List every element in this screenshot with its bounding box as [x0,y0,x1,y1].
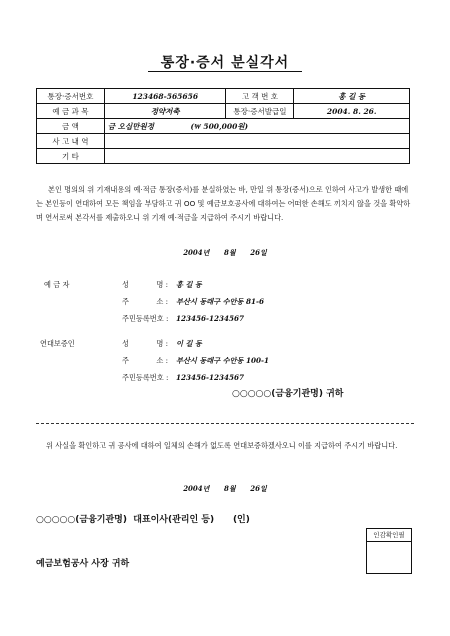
other-value [104,149,409,164]
deposit-type-value: 정약저축 [104,104,226,119]
table-row [37,149,410,164]
guarantor-address: 부산시 동래구 수안동 100-1 [176,356,269,365]
deposit-type-label: 예 금 과 목 [37,104,105,119]
incident-details-value [104,134,409,149]
incident-details-label: 사 고 내 역 [37,134,105,149]
issue-date-label: 통장·증서발급일 [226,104,294,119]
document-title: 통장·증서 분실각서 [160,55,290,71]
table-row [37,104,410,119]
seal-confirmation-box [366,528,412,574]
financial-institution-addressee: ○○○○○(금융기관명) 귀하 [232,389,344,399]
table-row [37,119,410,134]
account-number-label: 통장·증서번호 [37,89,105,104]
kdic-addressee: 예금보험공사 사장 귀하 [36,559,130,569]
seal-confirmation-label: 인감확인필 [367,529,411,542]
divider [36,423,414,424]
depositor-address-label: 주 소 : [122,297,169,306]
representative-signature-line: ○○○○○(금융기관명) 대표이사(관리인 등) (인) [36,515,250,525]
statement-date: 2004년 8월 26일 [183,248,267,257]
customer-number-value: 홍 길 동 [294,89,410,104]
table-row [37,134,410,149]
confirmation-date: 2004년 8월 26일 [183,484,267,493]
title-underline [148,71,302,72]
depositor-name: 홍 길 동 [176,280,202,289]
depositor-address: 부산시 동래구 수안동 81-6 [176,297,264,306]
account-number-value: 123468-565656 [104,89,226,104]
guarantor-name-label: 성 명 : [122,339,169,348]
amount-value: 금 오십만원정 (₩ 500,000원) [104,119,409,134]
guarantor-address-label: 주 소 : [122,356,169,365]
amount-label: 금 액 [37,119,105,134]
depositor-rrn-label: 주민등록번호 : [122,314,169,323]
depositor-heading: 예 금 자 [44,280,70,289]
table-row [37,89,410,104]
depositor-name-label: 성 명 : [122,280,169,289]
guarantor-rrn-label: 주민등록번호 : [122,373,169,382]
guarantor-heading: 연대보증인 [40,339,75,348]
account-info-table [36,88,410,164]
issue-date-value: 2004. 8. 26. [294,104,410,119]
guarantor-name: 이 길 동 [176,339,202,348]
statement-paragraph: 본인 명의의 위 기재내용의 예·적금 통장(증서)를 분실하였는 바, 만일 위 통장(증서)으로 인하여 사고가 발생한 때에는 본인등이 연대하여 모든 책임을 부담하고 귀 OO 및 예금보호공사에 대하여는 어떠한 손해도 끼치지 않을 것을 확약하며 연서로써 본각서를 제출하오니 위 기재 예·적금을 지급하여 주시기 바랍니다. [36,185,411,222]
guarantor-rrn: 123456-1234567 [176,373,244,382]
depositor-rrn: 123456-1234567 [176,314,244,323]
confirmation-paragraph: 위 사실을 확인하고 귀 공사에 대하여 일체의 손해가 없도록 연대보증하겠사오니 이를 지급하여 주시기 바랍니다. [46,441,398,450]
other-label: 기 타 [37,149,105,164]
customer-number-label: 고 객 번 호 [226,89,294,104]
